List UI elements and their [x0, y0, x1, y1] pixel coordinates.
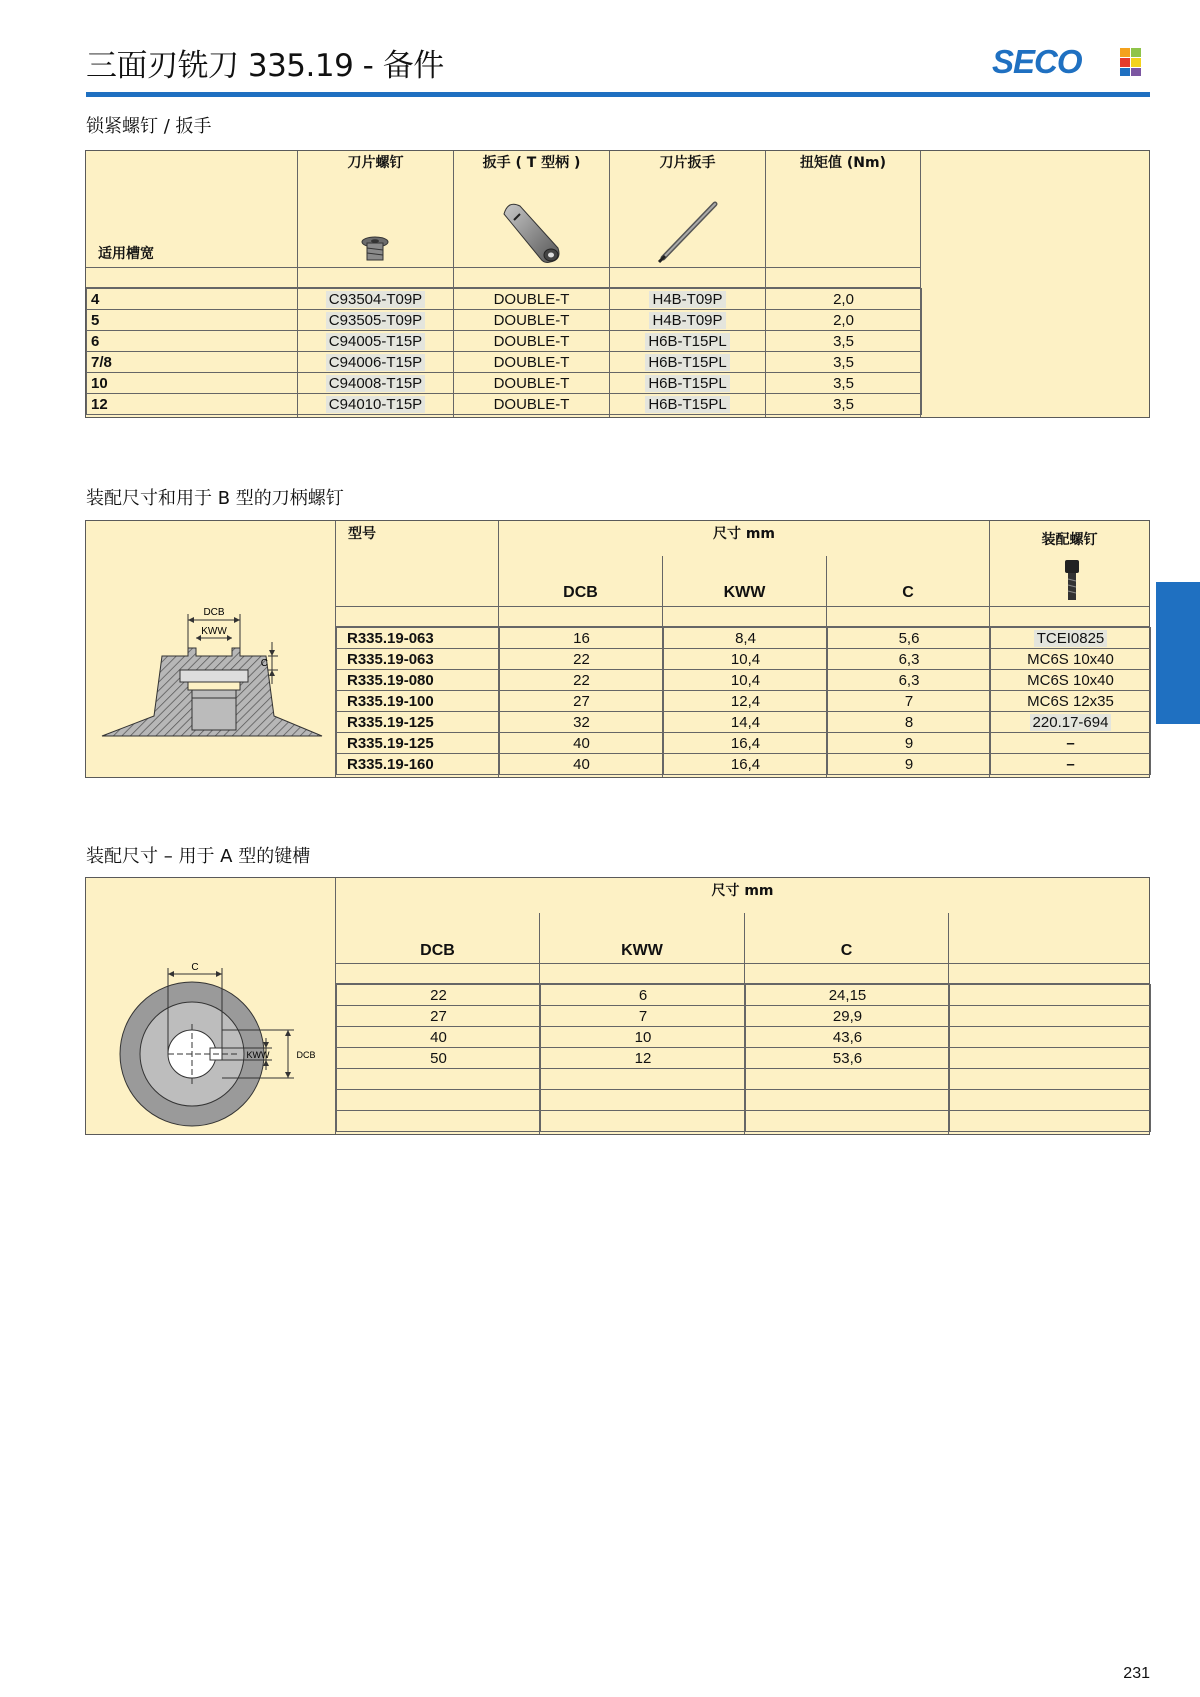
kww-cell: 7: [541, 1006, 746, 1027]
torque-cell: 3,5: [766, 331, 922, 352]
a-diagram-kww-label: KWW: [246, 1050, 270, 1060]
model-cell: R335.19-063: [337, 628, 500, 649]
mounting-screw-cell: TCEI0825: [1034, 630, 1108, 647]
s3-header-kww: KWW: [621, 942, 663, 959]
dcb-cell: 32: [500, 712, 664, 733]
torque-cell: 3,5: [766, 373, 922, 394]
model-cell: R335.19-125: [337, 733, 500, 754]
header-c: C: [902, 584, 914, 601]
insert-key-icon: [655, 200, 721, 266]
mounting-screw-cell: –: [991, 733, 1151, 754]
t-wrench-cell: DOUBLE-T: [454, 289, 610, 310]
dcb-cell: 40: [500, 733, 664, 754]
b-diagram-kww-label: KWW: [201, 626, 227, 637]
slot-width-cell: 7/8: [87, 352, 298, 373]
insert-key-cell: H4B-T09P: [649, 291, 725, 308]
header-dcb: DCB: [563, 584, 598, 601]
table-row: [337, 628, 1151, 649]
empty-cell: [950, 1048, 1151, 1069]
table-row: [87, 394, 922, 415]
model-cell: R335.19-100: [337, 691, 500, 712]
table-row: [87, 289, 922, 310]
table-row: [337, 1006, 1151, 1027]
s3-header-dcb: DCB: [420, 942, 455, 959]
empty-cell: [950, 985, 1151, 1006]
logo-text: SECO: [992, 44, 1082, 78]
dcb-cell: 22: [500, 649, 664, 670]
table-row: [337, 1069, 1151, 1090]
mounting-screw-icon: [1062, 559, 1082, 601]
s3-header-c: C: [840, 942, 853, 959]
insert-screw-cell: C94008-T15P: [326, 375, 425, 392]
c-cell: 9: [828, 754, 991, 775]
slot-width-cell: 10: [87, 373, 298, 394]
table-row: [87, 331, 922, 352]
mounting-screw-cell: 220.17-694: [1030, 714, 1112, 731]
s3-rule: [336, 963, 1149, 964]
header-torque: 扭矩值 (Nm): [800, 155, 886, 171]
table-row: [337, 691, 1151, 712]
t-wrench-cell: DOUBLE-T: [454, 394, 610, 415]
section3-title: 装配尺寸 – 用于 A 型的键槽: [86, 846, 311, 867]
kww-cell: [541, 1090, 746, 1111]
t-wrench-cell: DOUBLE-T: [454, 331, 610, 352]
mounting-screw-cell: –: [991, 754, 1151, 775]
dcb-cell: 22: [337, 985, 541, 1006]
dcb-cell: [337, 1069, 541, 1090]
c-cell: 43,6: [746, 1027, 950, 1048]
t-wrench-cell: DOUBLE-T: [454, 352, 610, 373]
kww-cell: 12,4: [664, 691, 828, 712]
table-row: [337, 1090, 1151, 1111]
c-cell: 6,3: [828, 670, 991, 691]
c-cell: 9: [828, 733, 991, 754]
mounting-screw-cell: MC6S 10x40: [991, 670, 1151, 691]
header-insert-key: 刀片扳手: [659, 155, 716, 171]
kww-cell: 10,4: [664, 670, 828, 691]
s3-header-dimensions: 尺寸 mm: [711, 883, 774, 899]
empty-cell: [950, 1090, 1151, 1111]
seco-logo: [992, 44, 1144, 78]
kww-cell: [541, 1111, 746, 1132]
model-cell: R335.19-125: [337, 712, 500, 733]
c-cell: 6,3: [828, 649, 991, 670]
table-row: [337, 733, 1151, 754]
insert-screw-cell: C93505-T09P: [326, 312, 425, 329]
dcb-cell: 22: [500, 670, 664, 691]
model-cell: R335.19-063: [337, 649, 500, 670]
table-row: [87, 310, 922, 331]
header-t-wrench: 扳手 ( T 型柄 ): [482, 155, 581, 171]
torque-cell: 2,0: [766, 310, 922, 331]
page-number: 231: [1123, 1665, 1150, 1682]
table-row: [337, 1027, 1151, 1048]
kww-cell: 10: [541, 1027, 746, 1048]
header-slot-width: 适用槽宽: [98, 246, 154, 262]
kww-cell: 6: [541, 985, 746, 1006]
kww-cell: 8,4: [664, 628, 828, 649]
torque-cell: 2,0: [766, 289, 922, 310]
header-dimensions: 尺寸 mm: [712, 526, 776, 542]
c-cell: 29,9: [746, 1006, 950, 1027]
b-type-diagram: [96, 600, 326, 740]
table-row: [337, 649, 1151, 670]
empty-cell: [950, 1027, 1151, 1048]
c-cell: [746, 1090, 950, 1111]
kww-cell: 10,4: [664, 649, 828, 670]
model-cell: R335.19-080: [337, 670, 500, 691]
table-row: [87, 373, 922, 394]
dcb-cell: 40: [500, 754, 664, 775]
c-cell: 8: [828, 712, 991, 733]
insert-screw-icon: [360, 236, 390, 264]
a-diagram-c-label: C: [191, 962, 199, 973]
table-row: [337, 1048, 1151, 1069]
model-cell: R335.19-160: [337, 754, 500, 775]
header-insert-screw: 刀片螺钉: [347, 155, 404, 171]
table-row: [337, 712, 1151, 733]
c-cell: 5,6: [828, 628, 991, 649]
mounting-screw-cell: MC6S 10x40: [991, 649, 1151, 670]
header-mounting-screw: 装配螺钉: [1041, 532, 1098, 548]
c-cell: 24,15: [746, 985, 950, 1006]
a-type-diagram: [112, 958, 326, 1130]
s1-rule: [86, 267, 921, 268]
slot-width-cell: 6: [87, 331, 298, 352]
section2-table: [336, 627, 1151, 775]
table-row: [337, 670, 1151, 691]
s2-rule: [336, 606, 1149, 607]
insert-screw-cell: C93504-T09P: [326, 291, 425, 308]
title-rule: [86, 92, 1150, 97]
table-row: [337, 1111, 1151, 1132]
insert-key-cell: H4B-T09P: [649, 312, 725, 329]
dcb-cell: 27: [337, 1006, 541, 1027]
dcb-cell: [337, 1111, 541, 1132]
kww-cell: 16,4: [664, 733, 828, 754]
side-tab: [1156, 582, 1200, 724]
empty-cell: [950, 1069, 1151, 1090]
slot-width-cell: 12: [87, 394, 298, 415]
c-cell: [746, 1111, 950, 1132]
dcb-cell: 50: [337, 1048, 541, 1069]
section3-table: [336, 984, 1151, 1132]
section2-title: 装配尺寸和用于 B 型的刀柄螺钉: [86, 488, 344, 509]
page-title: 三面刃铣刀 335.19 - 备件: [86, 48, 444, 84]
t-wrench-cell: DOUBLE-T: [454, 310, 610, 331]
kww-cell: [541, 1069, 746, 1090]
table-row: [337, 754, 1151, 775]
dcb-cell: 16: [500, 628, 664, 649]
c-cell: 7: [828, 691, 991, 712]
insert-key-cell: H6B-T15PL: [645, 396, 729, 413]
kww-cell: 16,4: [664, 754, 828, 775]
dcb-cell: [337, 1090, 541, 1111]
insert-key-cell: H6B-T15PL: [645, 375, 729, 392]
slot-width-cell: 4: [87, 289, 298, 310]
t-wrench-cell: DOUBLE-T: [454, 373, 610, 394]
dcb-cell: 40: [337, 1027, 541, 1048]
torque-cell: 3,5: [766, 352, 922, 373]
t-wrench-icon: [500, 200, 564, 266]
section1-title: 锁紧螺钉 / 扳手: [86, 116, 212, 137]
section1-table: [86, 288, 922, 415]
table-row: [337, 985, 1151, 1006]
insert-key-cell: H6B-T15PL: [645, 354, 729, 371]
a-diagram-dcb-label: DCB: [296, 1050, 316, 1060]
c-cell: [746, 1069, 950, 1090]
empty-cell: [950, 1006, 1151, 1027]
table-row: [87, 352, 922, 373]
kww-cell: 14,4: [664, 712, 828, 733]
torque-cell: 3,5: [766, 394, 922, 415]
b-diagram-c-label: C: [260, 658, 268, 669]
kww-cell: 12: [541, 1048, 746, 1069]
header-kww: KWW: [723, 584, 766, 601]
insert-screw-cell: C94006-T15P: [326, 354, 425, 371]
insert-screw-cell: C94010-T15P: [326, 396, 425, 413]
b-diagram-dcb-label: DCB: [203, 607, 225, 618]
insert-screw-cell: C94005-T15P: [326, 333, 425, 350]
dcb-cell: 27: [500, 691, 664, 712]
empty-cell: [950, 1111, 1151, 1132]
c-cell: 53,6: [746, 1048, 950, 1069]
mounting-screw-cell: MC6S 12x35: [991, 691, 1151, 712]
header-model: 型号: [348, 526, 376, 542]
insert-key-cell: H6B-T15PL: [645, 333, 729, 350]
slot-width-cell: 5: [87, 310, 298, 331]
